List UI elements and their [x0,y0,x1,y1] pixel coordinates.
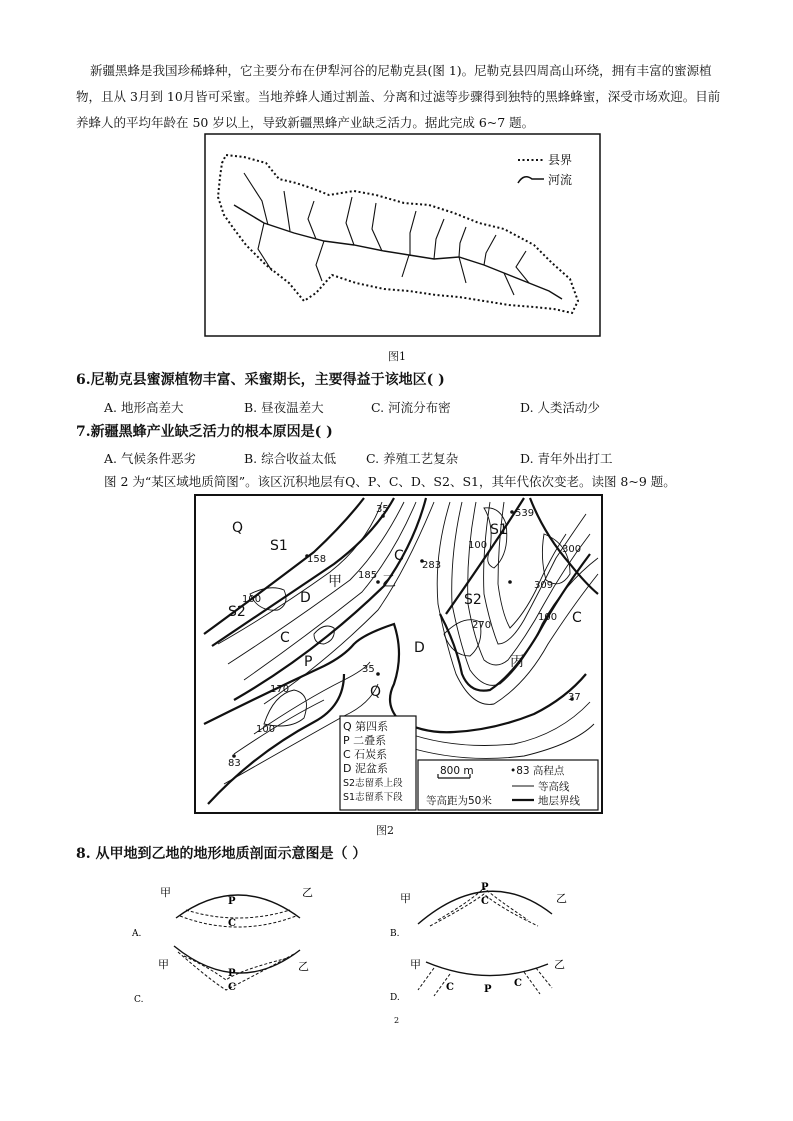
map-label-300: 300 [562,544,582,555]
strata-legend-d: D 泥盆系 [343,762,388,775]
strata-legend-p: P 二叠系 [343,734,387,747]
map-label-35-mid: 35 [362,664,375,675]
option-d-c-left: C [446,982,454,993]
question-8-stem: 8. 从甲地到乙地的地形地质剖面示意图是（ ） [76,846,367,862]
map-label-283: 283 [422,560,442,571]
profile-option-a[interactable] [130,880,330,946]
question-7-option-b[interactable]: B. 综合收益太低 [244,451,337,466]
map-label-s2-right: S2 [464,592,482,608]
strata-legend-q: Q 第四系 [343,720,389,733]
symbol-legend-interval: 等高距为50米 [426,795,492,807]
map-label-s2-left: S2 [228,604,246,620]
option-c-label: C. [134,995,144,1005]
profile-option-d[interactable] [388,940,588,1010]
intro-paragraph: 新疆黑蜂是我国珍稀蜂种，它主要分布在伊犁河谷的尼勒克县(图 1)。尼勒克县四周高山环绕，拥有丰富的蜜源植物，且从 3月到 10月皆可采蜜。当地养蜂人通过割盖、分离和过滤等步骤得到独特的黑蜂蜂蜜，深受市场欢迎。目前养蜂人的平均年龄在 50 岁以上，导致新疆黑蜂产业缺乏活力。据此完成 6~7 题。 [76,63,721,130]
map-label-100-left: 100 [242,594,262,605]
question-6-option-c[interactable]: C. 河流分布密 [371,400,451,415]
option-d-c-right: C [514,978,522,989]
option-b-c: C [481,896,489,907]
map-label-100-right: 100 [468,540,488,551]
option-c-c: C [228,982,236,993]
map-label-35-top: 35 [376,504,389,515]
map-label-158: 158 [307,554,327,565]
map-label-270: 270 [472,620,492,631]
map-label-37: 37 [568,692,581,703]
map-label-s1-right: S1 [490,522,508,538]
map-label-s1-left: S1 [270,538,288,554]
option-a-label: A. [132,929,142,939]
figure-2-caption: 图2 [376,824,394,837]
option-b-label: B. [390,929,400,939]
question-7-stem: 7.新疆黑蜂产业缺乏活力的根本原因是( ) [76,424,333,440]
strata-legend-s1: S1志留系下段 [343,792,403,803]
option-b-p: P [481,882,489,893]
option-d-p: P [484,984,492,995]
profile-option-b[interactable] [388,880,588,946]
map-label-d-left: D [300,590,311,606]
intro-2-paragraph: 图 2 为“某区域地质简图”。该区沉积地层有Q、P、C、D、S2、S1，其年代依次变老。读图 8~9 题。 [104,474,676,489]
map-label-d-right: D [414,640,425,656]
figure-1-map [204,133,601,341]
question-6-option-b[interactable]: B. 昼夜温差大 [244,400,324,415]
question-6-stem: 6.尼勒克县蜜源植物丰富、采蜜期长，主要得益于该地区( ) [76,372,445,388]
option-c-start: 甲 [158,958,169,971]
question-6-option-a[interactable]: A. 地形高差大 [104,400,184,415]
map-label-c-right: C [572,610,582,626]
question-7-option-d[interactable]: D. 青年外出打工 [520,451,613,466]
map-label-185: 185 [358,570,378,581]
map-label-83: 83 [228,758,241,769]
figure-2-map [194,494,603,818]
page-number: 2 [394,1016,400,1025]
option-c-p: P [228,968,236,979]
map-label-c-upper: C [394,548,404,564]
option-a-end: 乙 [302,886,313,899]
option-c-end: 乙 [298,960,309,973]
figure-1-caption: 图1 [388,350,406,363]
option-b-start: 甲 [400,892,411,905]
question-7-option-c[interactable]: C. 养殖工艺复杂 [366,451,459,466]
strata-legend-s2: S2志留系上段 [343,778,403,789]
option-d-label: D. [390,993,400,1003]
question-7-option-a[interactable]: A. 气候条件恶劣 [104,451,196,466]
legend-boundary-label: 县界 [548,153,573,167]
option-d-end: 乙 [554,958,565,971]
symbol-legend-elevation: •83 高程点 [510,765,565,777]
option-b-end: 乙 [556,892,567,905]
question-6-option-d[interactable]: D. 人类活动少 [520,400,601,415]
option-a-c: C [228,918,236,929]
map-label-p: P [304,654,313,670]
map-label-bing: 丙 [510,654,524,670]
symbol-legend-boundary: 地层界线 [538,795,580,807]
map-label-q-top: Q [232,520,244,536]
symbol-legend-scale: 800 m [440,765,474,777]
map-label-309: 309 [534,580,554,591]
legend-river-label: 河流 [548,173,573,187]
symbol-legend-contour: 等高线 [538,781,570,793]
map-label-q-center: Q [370,684,382,700]
map-label-c-left: C [280,630,290,646]
map-label-170: 170 [270,684,290,695]
map-label-539: 539 [515,508,535,519]
option-d-start: 甲 [410,958,421,971]
option-a-p: P [228,896,236,907]
strata-legend-c: C 石炭系 [343,748,388,761]
option-a-start: 甲 [160,886,171,899]
map-label-jia: 甲 [328,574,342,590]
profile-option-c[interactable] [130,940,330,1010]
map-label-100-east: 100 [538,612,558,623]
map-label-yi: 乙 [382,574,396,590]
map-label-100-lower: 100 [256,724,276,735]
